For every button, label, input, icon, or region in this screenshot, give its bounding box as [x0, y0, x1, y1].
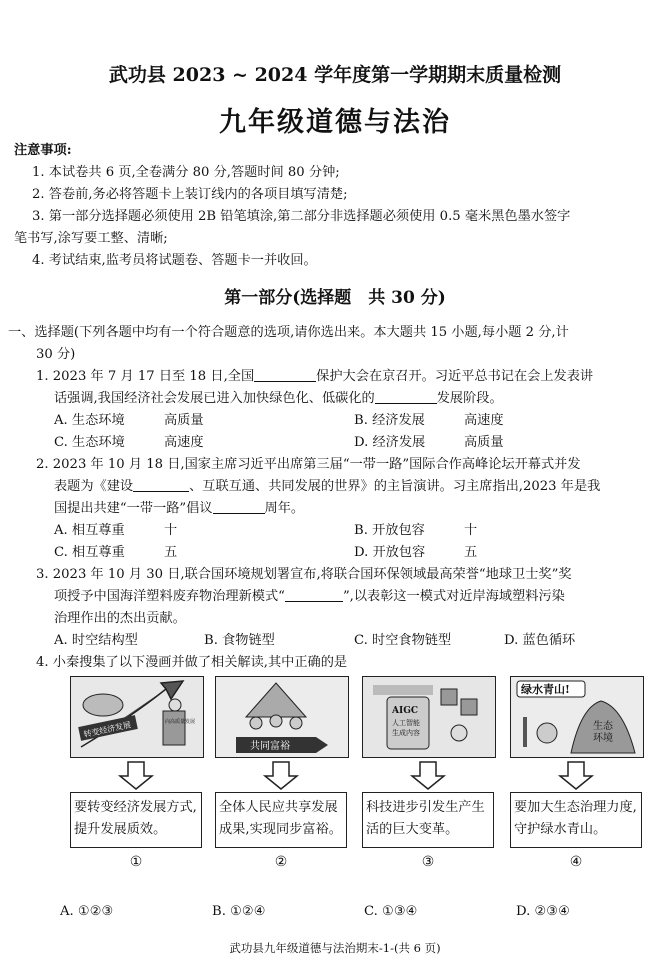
cartoon-number: ① — [129, 854, 143, 870]
q2-text: 表题为《建设 — [54, 479, 134, 494]
cartoon-image-economy — [70, 676, 204, 758]
q2-text: 、互联互通、共同发展的世界》的主旨演讲。习主席指出,2023 年是我 — [189, 479, 601, 494]
interpretation-box: 要转变经济发展方式,提升发展质效。 — [70, 792, 202, 848]
down-arrow-icon — [362, 758, 494, 792]
notes-section — [14, 140, 658, 272]
option[interactable]: B. 食物链型 — [204, 633, 275, 648]
cartoon-2 — [215, 676, 349, 870]
note-item: 4. 考试结束,监考员将试题卷、答题卡一并收回。 — [32, 253, 317, 268]
q1-text: 1. 2023 年 7 月 17 日至 18 日,全国 — [36, 369, 255, 384]
q4-options — [60, 904, 660, 919]
interpretation-box: 全体人民应共享发展成果,实现同步富裕。 — [215, 792, 347, 848]
question-3 — [8, 564, 658, 630]
cartoon-label: 绿水青山! — [521, 683, 570, 696]
q3-text: 3. 2023 年 10 月 30 日,联合国环境规划署宣布,将联合国环保领域最高荣誉“地球卫士奖”奖 — [36, 567, 572, 582]
cartoon-3 — [362, 676, 496, 870]
option[interactable]: D. 开放包容 五 — [354, 545, 478, 560]
cartoon-panel — [70, 676, 660, 876]
question-2 — [8, 454, 658, 520]
cartoon-number: ③ — [421, 854, 435, 870]
cartoon-4 — [510, 676, 644, 870]
answer-blank — [285, 587, 343, 602]
cartoon-label: 共同富裕 — [250, 741, 290, 752]
q2-options — [8, 520, 658, 564]
option[interactable]: D. 蓝色循环 — [504, 633, 576, 648]
q3-options — [8, 630, 658, 652]
option[interactable]: A. 相互尊重 十 — [54, 523, 178, 538]
cartoon-image-prosperity — [215, 676, 349, 758]
option[interactable]: C. ①③④ — [364, 904, 418, 919]
answer-blank — [213, 499, 265, 514]
cartoon-1 — [70, 676, 204, 870]
q4-text: 4. 小秦搜集了以下漫画并做了相关解读,其中正确的是 — [36, 655, 348, 670]
questions-section — [8, 322, 658, 674]
down-arrow-icon — [215, 758, 347, 792]
cartoon-label: 人工智能 — [392, 719, 420, 727]
question-4 — [8, 652, 658, 674]
notes-heading: 注意事项: — [14, 143, 72, 158]
cartoon-label: 向高质量发展 — [165, 719, 196, 725]
cartoon-number: ② — [274, 854, 288, 870]
answer-blank — [133, 477, 189, 492]
down-arrow-icon — [70, 758, 202, 792]
q2-text: 2. 2023 年 10 月 18 日,国家主席习近平出席第三届“一带一路”国际合作高峰论坛开幕式并发 — [36, 457, 581, 472]
cartoon-number: ④ — [569, 854, 583, 870]
cartoon-image-environment — [510, 676, 644, 758]
answer-blank — [254, 367, 316, 382]
option[interactable]: A. 生态环境 高质量 — [54, 413, 204, 428]
note-item: 3. 第一部分选择题必须使用 2B 铅笔填涂,第二部分非选择题必须使用 0.5 毫米黑色墨水签字 — [32, 209, 571, 224]
option[interactable]: D. 经济发展 高质量 — [354, 435, 504, 450]
q1-text: 保护大会在京召开。习近平总书记在会上发表讲 — [316, 369, 594, 384]
note-item: 2. 答卷前,务必将答题卡上装订线内的各项目填写清楚; — [32, 187, 348, 202]
down-arrow-icon — [510, 758, 642, 792]
option[interactable]: B. 经济发展 高速度 — [354, 413, 504, 428]
interpretation-box: 科技进步引发生产生活的巨大变革。 — [362, 792, 494, 848]
note-item-continuation: 笔书写,涂写要工整、清晰; — [14, 231, 168, 246]
section-instruction-cont: 30 分) — [36, 347, 76, 362]
q3-text: 项授予中国海洋塑料废弃物治理新模式“ — [54, 589, 285, 604]
q3-text: 治理作出的杰出贡献。 — [54, 611, 186, 626]
cartoon-label: 转变经济发展 — [82, 720, 132, 740]
option[interactable]: A. ①②③ — [60, 904, 114, 919]
exam-title: 武功县 2023 ~ 2024 学年度第一学期期末质量检测 — [108, 64, 562, 86]
cartoon-label: 生成内容 — [392, 729, 420, 737]
page-footer: 武功县九年级道德与法治期末-1-(共 6 页) — [229, 941, 441, 955]
cartoon-label: AIGC — [392, 706, 419, 716]
answer-blank — [375, 389, 437, 404]
q2-text: 周年。 — [264, 501, 305, 516]
option[interactable]: C. 相互尊重 五 — [54, 545, 178, 560]
q3-text: ”,以表彰这一模式对近岸海域塑料污染 — [342, 589, 565, 604]
question-1 — [8, 366, 658, 410]
cartoon-label: 环境 — [593, 733, 613, 744]
option[interactable]: C. 生态环境 高速度 — [54, 435, 204, 450]
interpretation-box: 要加大生态治理力度,守护绿水青山。 — [510, 792, 642, 848]
option[interactable]: A. 时空结构型 — [54, 633, 138, 648]
cartoon-image-aigc — [362, 676, 496, 758]
cartoon-label: 生态 — [593, 721, 613, 732]
q1-text: 话强调,我国经济社会发展已进入加快绿色化、低碳化的 — [54, 391, 375, 406]
q2-text: 国提出共建“一带一路”倡议 — [54, 501, 213, 516]
option[interactable]: C. 时空食物链型 — [354, 633, 452, 648]
q1-text: 发展阶段。 — [436, 391, 503, 406]
option[interactable]: B. 开放包容 十 — [354, 523, 478, 538]
section-instruction: 一、选择题(下列各题中均有一个符合题意的选项,请你选出来。本大题共 15 小题,每小题 2 分,计 — [8, 325, 569, 340]
part-title: 第一部分(选择题 共 30 分) — [224, 288, 446, 308]
option[interactable]: D. ②③④ — [516, 904, 570, 919]
note-item: 1. 本试卷共 6 页,全卷满分 80 分,答题时间 80 分钟; — [32, 165, 340, 180]
subject-title: 九年级道德与法治 — [219, 107, 451, 138]
q1-options — [8, 410, 658, 454]
option[interactable]: B. ①②④ — [212, 904, 266, 919]
